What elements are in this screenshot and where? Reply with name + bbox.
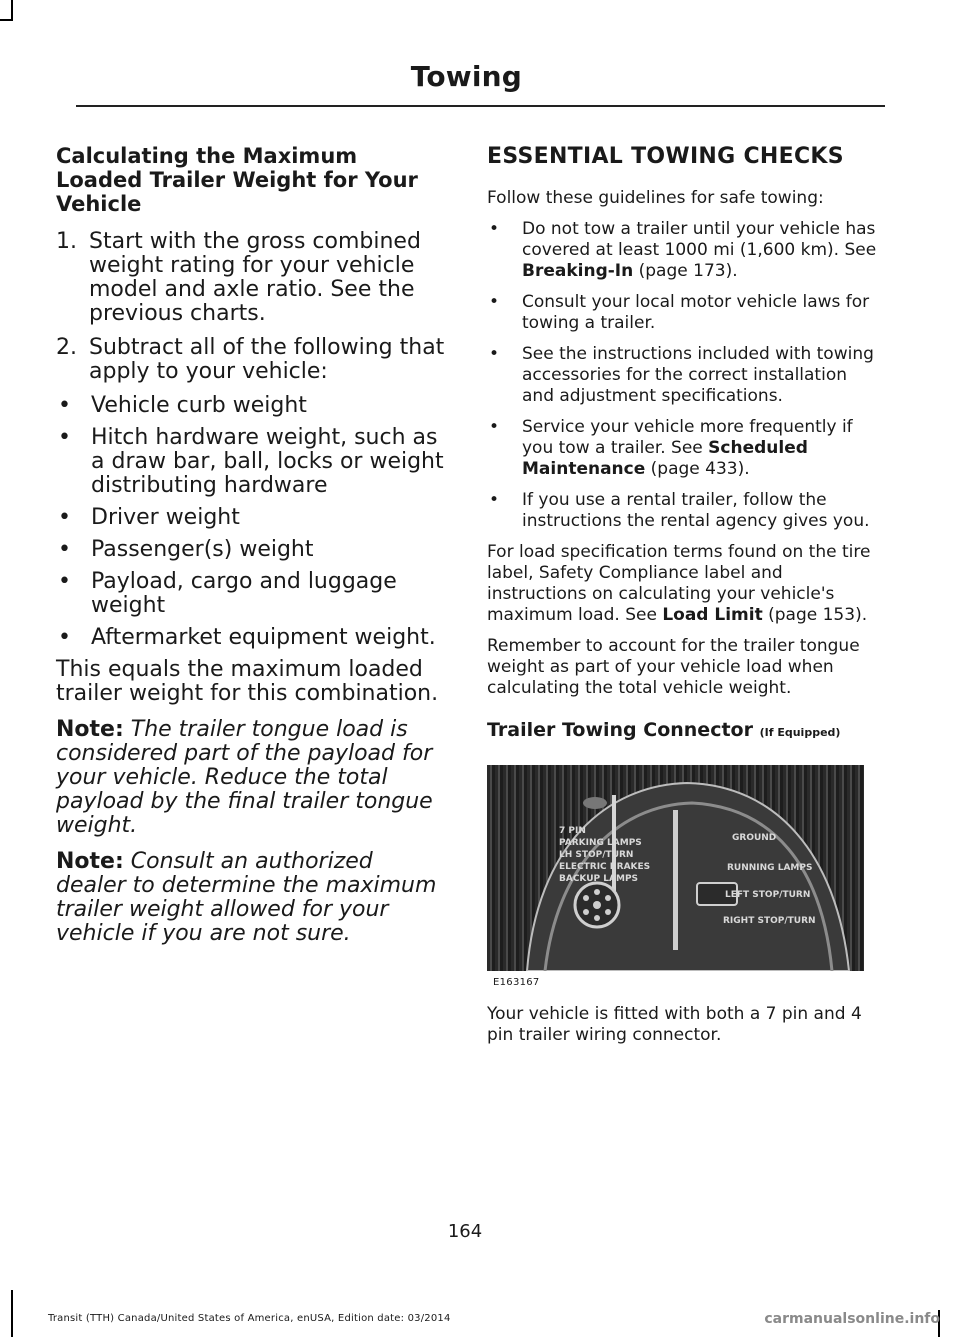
list-item-text: Do not tow a trailer until your vehicle has covered at least 1000 mi (1,600 km). See (522, 219, 877, 260)
list-item-text: Consult your local motor vehicle laws for towing a trailer. (522, 292, 870, 333)
list-item (56, 426, 448, 498)
list-item-text: (page 433). (645, 459, 750, 479)
note-text: The trailer tongue load is considered part of the payload for your vehicle. Reduce the total payload by the final trailer tongue weight. (56, 717, 433, 838)
list-item (56, 506, 448, 530)
figure-label: 7 PIN (559, 826, 586, 836)
bullet-icon: • (489, 292, 500, 312)
note-tongue-load (56, 718, 448, 838)
list-item (56, 626, 448, 650)
figure-label: PARKING LAMPS (559, 838, 642, 848)
figure-label: RUNNING LAMPS (727, 863, 813, 873)
step-1 (56, 230, 448, 326)
watermark: carmanualsonline.info (764, 1311, 940, 1327)
xref-link[interactable]: Breaking-In (522, 261, 634, 281)
list-item (56, 570, 448, 618)
list-item-text: Hitch hardware weight, such as a draw bar, ball, locks or weight distributing hardware (91, 425, 444, 498)
connector-illustration (487, 765, 864, 971)
header-rule (76, 105, 885, 107)
bullet-icon: • (489, 417, 500, 437)
list-item-text: Service your vehicle more frequently if you tow a trailer. See (522, 417, 853, 458)
bullet-icon: • (58, 393, 71, 418)
list-item (487, 417, 882, 480)
step-2 (56, 336, 448, 384)
figure-label: LEFT STOP/TURN (725, 890, 811, 900)
note-label: Note: (56, 849, 124, 874)
list-item (487, 292, 882, 334)
list-item-text: If you use a rental trailer, follow the instructions the rental agency gives you. (522, 490, 870, 531)
highlight-streak (673, 810, 678, 950)
load-spec-paragraph (487, 542, 882, 626)
figure-label: LH STOP/TURN (559, 850, 634, 860)
connector-pin (594, 915, 600, 921)
crop-mark (11, 1290, 13, 1337)
xref-link[interactable]: Scheduled Maintenance (522, 438, 808, 479)
heading-trailer-connector (487, 719, 882, 741)
bullet-icon: • (58, 625, 71, 650)
right-column (487, 144, 882, 1046)
connector-pin (593, 901, 601, 909)
connector-pin (605, 895, 611, 901)
left-column (56, 144, 448, 958)
note-label: Note: (56, 717, 124, 742)
bullet-icon: • (489, 344, 500, 364)
connector-pin (594, 889, 600, 895)
connector-pin (605, 909, 611, 915)
step-text: Start with the gross combined weight rating for your vehicle model and axle ratio. See the previous charts. (89, 229, 421, 326)
note-dealer (56, 850, 448, 946)
figure-label: ELECTRIC BRAKES (559, 862, 651, 872)
bullet-icon: • (58, 537, 71, 562)
step-number: 2. (56, 335, 77, 360)
list-item-text: Passenger(s) weight (91, 537, 314, 562)
step-text: Subtract all of the following that apply to your vehicle: (89, 335, 445, 384)
list-item-text: See the instructions included with towing accessories for the correct installation and adjustment specifications. (522, 344, 874, 406)
note-text: Consult an authorized dealer to determine the maximum trailer weight allowed for your vehicle if you are not sure. (56, 849, 437, 946)
list-item (487, 344, 882, 407)
connector-pin (583, 895, 589, 901)
figure-caption: Your vehicle is fitted with both a 7 pin and 4 pin trailer wiring connector. (487, 1004, 862, 1045)
section-title: Towing (410, 60, 522, 93)
bullet-icon: • (58, 425, 71, 450)
figure-label: RIGHT STOP/TURN (723, 916, 816, 926)
connector-pin (583, 909, 589, 915)
heading-max-trailer-weight: Calculating the Maximum Loaded Trailer Weight for Your Vehicle (56, 144, 418, 216)
figure-label: GROUND (732, 833, 777, 843)
list-item-text: Vehicle curb weight (91, 393, 307, 418)
list-item (487, 490, 882, 532)
bullet-icon: • (489, 219, 500, 239)
summary-text: This equals the maximum loaded trailer weight for this combination. (56, 657, 439, 706)
list-item-text: (page 173). (633, 261, 738, 281)
subheading-text: Trailer Towing Connector (487, 719, 753, 741)
list-item-text: Driver weight (91, 505, 240, 530)
list-item-text: Payload, cargo and luggage weight (91, 569, 397, 618)
bullet-icon: • (58, 569, 71, 594)
if-equipped-label: (If Equipped) (759, 726, 841, 739)
list-item (56, 538, 448, 562)
paragraph-text: (page 153). (762, 605, 868, 625)
step-number: 1. (56, 229, 77, 254)
heading-essential-checks: ESSENTIAL TOWING CHECKS (487, 144, 844, 169)
figure-id: E163167 (493, 977, 540, 988)
intro-text: Follow these guidelines for safe towing: (487, 188, 824, 208)
list-item (56, 394, 448, 418)
tongue-weight-paragraph: Remember to account for the trailer tongue weight as part of your vehicle load when calculating the total vehicle weight. (487, 636, 860, 698)
paragraph-text: For load specification terms found on the tire label, Safety Compliance label and instructions on calculating your vehicle's maximum load. See (487, 542, 871, 625)
xref-link[interactable]: Load Limit (662, 605, 763, 625)
figure-label: BACKUP LAMPS (559, 874, 639, 884)
crop-mark (11, 0, 13, 20)
list-item-text: Aftermarket equipment weight. (91, 625, 436, 650)
trailer-connector-figure (487, 765, 864, 971)
crop-mark (0, 19, 13, 21)
ford-badge-icon (583, 797, 607, 809)
edition-footer: Transit (TTH) Canada/United States of America, enUSA, Edition date: 03/2014 (48, 1313, 451, 1324)
bullet-icon: • (489, 490, 500, 510)
list-item (487, 219, 882, 282)
page-number: 164 (447, 1221, 483, 1242)
bullet-icon: • (58, 505, 71, 530)
